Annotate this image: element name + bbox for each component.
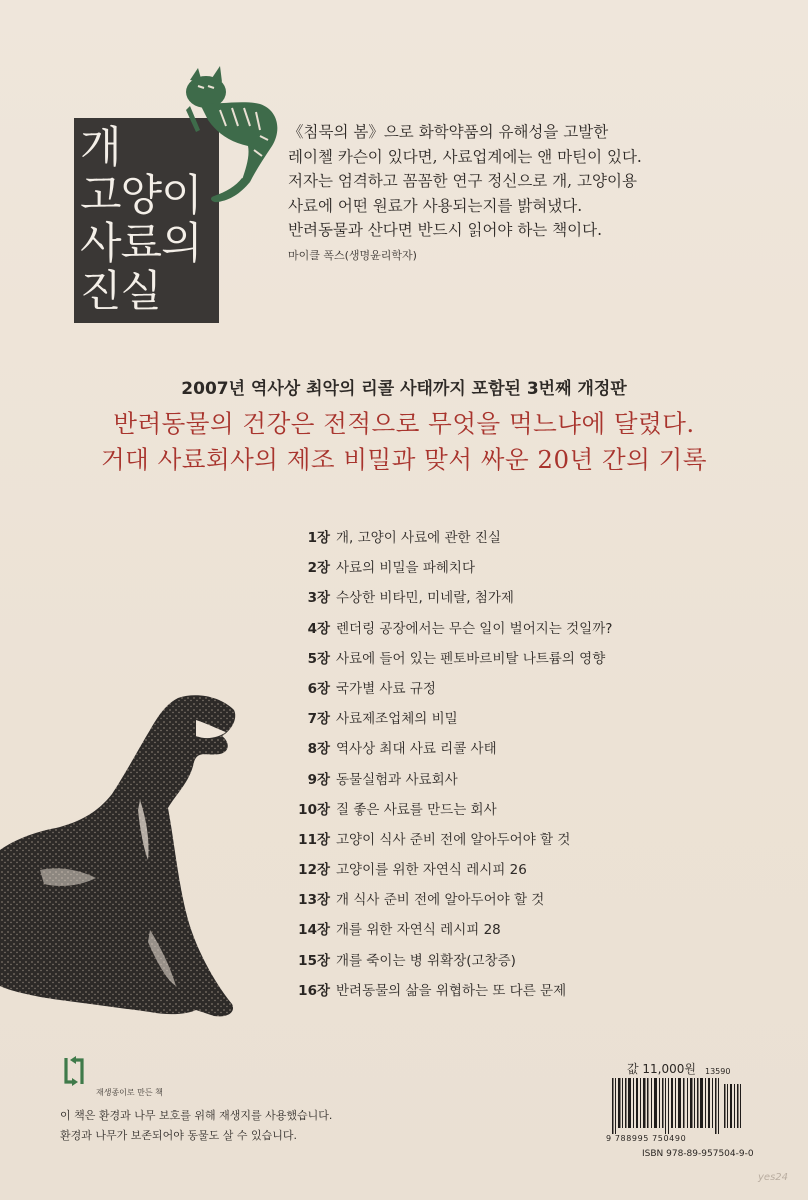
endorsement-quote bbox=[288, 120, 768, 263]
chapter-title: 국가별 사료 규정 bbox=[336, 680, 436, 697]
chapter-item bbox=[290, 976, 710, 1006]
edition-tagline: 2007년 역사상 최악의 리콜 사태까지 포함된 3번째 개정판 bbox=[181, 379, 627, 399]
chapter-number: 4장 bbox=[307, 620, 330, 637]
chapter-title: 수상한 비타민, 미네랄, 첨가제 bbox=[336, 590, 514, 607]
chapter-title: 고양이 식사 준비 전에 알아두어야 할 것 bbox=[336, 831, 571, 848]
chapter-title: 렌더링 공장에서는 무슨 일이 벌어지는 것일까? bbox=[336, 620, 613, 637]
chapter-item bbox=[290, 825, 710, 855]
chapter-number: 6장 bbox=[307, 680, 330, 697]
barcode-digits: 9 788995 750490 bbox=[606, 1134, 687, 1143]
chapter-title: 질 좋은 사료를 만드는 회사 bbox=[336, 801, 497, 818]
chapter-number: 5장 bbox=[307, 650, 330, 667]
chapter-list bbox=[290, 523, 710, 1006]
recycle-icon bbox=[60, 1050, 88, 1092]
cat-illustration bbox=[160, 60, 285, 210]
chapter-item bbox=[290, 614, 710, 644]
watermark-stamp: yes24 bbox=[758, 1172, 789, 1183]
chapter-title: 개를 죽이는 병 위확장(고창증) bbox=[336, 952, 516, 969]
recycle-label: 재생종이로 만든 책 bbox=[96, 1088, 163, 1097]
chapter-item bbox=[290, 583, 710, 613]
chapter-item bbox=[290, 795, 710, 825]
chapter-title: 고양이를 위한 자연식 레시피 26 bbox=[336, 862, 527, 879]
quote-line: 저자는 엄격하고 꼼꼼한 연구 정신으로 개, 고양이용 bbox=[288, 172, 637, 190]
headline-line-1: 반려동물의 건강은 전적으로 무엇을 먹느냐에 달렸다. bbox=[113, 409, 695, 438]
title-line-2: 고양이 bbox=[80, 171, 202, 221]
chapter-title: 사료에 들어 있는 펜토바르비탈 나트륨의 영향 bbox=[336, 650, 606, 667]
quote-line: 반려동물과 산다면 반드시 읽어야 하는 책이다. bbox=[288, 221, 603, 239]
isbn-number: ISBN 978-89-957504-9-0 bbox=[642, 1149, 754, 1159]
chapter-title: 개, 고양이 사료에 관한 진실 bbox=[336, 530, 501, 546]
title-line-1: 개 bbox=[80, 123, 121, 173]
chapter-item bbox=[290, 765, 710, 795]
chapter-item bbox=[290, 553, 710, 583]
chapter-title: 개 식사 준비 전에 알아두어야 할 것 bbox=[336, 892, 545, 909]
quote-line: 사료에 어떤 원료가 사용되는지를 밝혀냈다. bbox=[288, 196, 583, 215]
chapter-title: 개를 위한 자연식 레시피 28 bbox=[336, 922, 501, 939]
dog-illustration bbox=[0, 690, 250, 1020]
title-line-3: 사료의 bbox=[80, 219, 202, 269]
chapter-title: 역사상 최대 사료 리콜 사태 bbox=[336, 741, 497, 758]
headline-line-2: 거대 사료회사의 제조 비밀과 맞서 싸운 20년 간의 기록 bbox=[101, 445, 707, 474]
chapter-number: 14장 bbox=[298, 922, 330, 939]
chapter-item bbox=[290, 885, 710, 915]
quote-line: 《침묵의 봄》으로 화학약품의 유해성을 고발한 bbox=[288, 123, 609, 141]
chapter-number: 8장 bbox=[307, 741, 330, 758]
quote-attribution: 마이클 폭스(생명윤리학자) bbox=[288, 248, 417, 262]
title-line-4: 진실 bbox=[80, 267, 162, 317]
chapter-item bbox=[290, 523, 710, 553]
chapter-number: 9장 bbox=[307, 771, 330, 788]
chapter-item bbox=[290, 734, 710, 764]
chapter-number: 10장 bbox=[298, 801, 330, 818]
isbn-barcode bbox=[612, 1078, 742, 1134]
barcode-addon-number: 13590 bbox=[705, 1067, 731, 1076]
chapter-number: 1장 bbox=[307, 530, 330, 546]
chapter-title: 사료제조업체의 비밀 bbox=[336, 711, 458, 728]
chapter-number: 15장 bbox=[298, 952, 330, 969]
environment-note: 환경과 나무가 보존되어야 동물도 살 수 있습니다. bbox=[60, 1129, 297, 1142]
chapter-number: 13장 bbox=[298, 892, 330, 909]
chapter-title: 반려동물의 삶을 위협하는 또 다른 문제 bbox=[336, 982, 567, 999]
chapter-item bbox=[290, 946, 710, 976]
quote-line: 레이첼 카슨이 있다면, 사료업계에는 앤 마틴이 있다. bbox=[288, 147, 642, 166]
recycled-paper-note: 이 책은 환경과 나무 보호를 위해 재생지를 사용했습니다. bbox=[60, 1109, 333, 1122]
chapter-item bbox=[290, 855, 710, 885]
chapter-item bbox=[290, 644, 710, 674]
chapter-number: 2장 bbox=[307, 560, 330, 577]
chapter-title: 동물실험과 사료회사 bbox=[336, 771, 458, 788]
chapter-item bbox=[290, 915, 710, 945]
chapter-item bbox=[290, 674, 710, 704]
price-label: 값 11,000원 bbox=[627, 1062, 696, 1076]
chapter-number: 12장 bbox=[298, 862, 330, 879]
chapter-title: 사료의 비밀을 파헤치다 bbox=[336, 560, 475, 577]
chapter-item bbox=[290, 704, 710, 734]
chapter-number: 7장 bbox=[307, 711, 330, 728]
chapter-number: 16장 bbox=[298, 982, 330, 999]
chapter-number: 11장 bbox=[298, 831, 330, 848]
chapter-number: 3장 bbox=[307, 590, 330, 607]
